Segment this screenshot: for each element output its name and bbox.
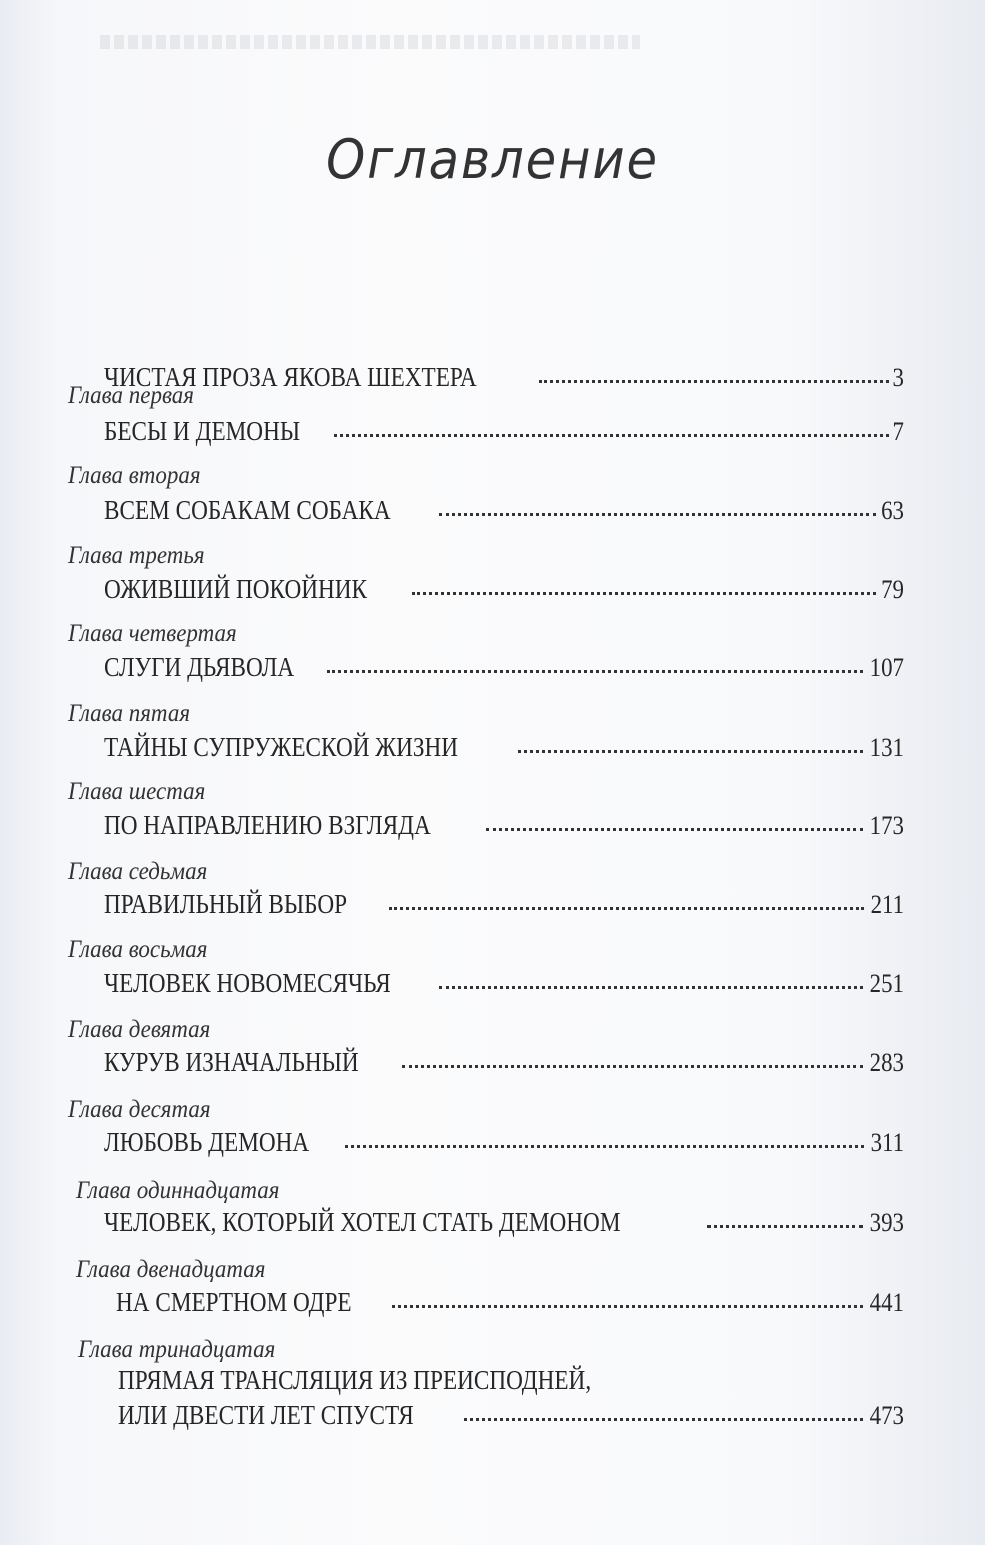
entry-title: ВСЕМ СОБАКАМ СОБАКА: [104, 495, 391, 525]
entry-title: ЧЕЛОВЕК, КОТОРЫЙ ХОТЕЛ СТАТЬ ДЕМОНОМ: [104, 1207, 621, 1237]
entry-title: ПРАВИЛЬНЫЙ ВЫБОР: [104, 889, 348, 919]
leader-dots: [518, 750, 863, 753]
page-number: 251: [869, 969, 904, 998]
entry-title: КУРУВ ИЗНАЧАЛЬНЫЙ: [104, 1047, 359, 1077]
toc-entry-chapter-11[interactable]: [104, 1207, 904, 1238]
page-number: 7: [892, 417, 904, 446]
toc-entry-chapter-1[interactable]: [104, 416, 904, 447]
leader-dots: [334, 434, 889, 437]
toc-entry-chapter-9[interactable]: [104, 1047, 904, 1078]
toc-entry-chapter-13[interactable]: [118, 1400, 904, 1431]
page-number: 393: [869, 1208, 904, 1237]
toc-entry-chapter-8[interactable]: [104, 968, 904, 999]
entry-title: ТАЙНЫ СУПРУЖЕСКОЙ ЖИЗНИ: [104, 732, 459, 762]
leader-dots: [439, 986, 863, 989]
toc-entry-chapter-3[interactable]: [104, 574, 904, 605]
toc-entry-chapter-2[interactable]: [104, 495, 904, 526]
leader-dots: [486, 828, 863, 831]
bleed-through-header: [100, 35, 640, 49]
leader-dots: [389, 907, 864, 910]
leader-dots: [707, 1225, 863, 1228]
leader-dots: [439, 513, 876, 516]
chapter-label: Глава вторая: [68, 462, 201, 489]
chapter-label: Глава десятая: [68, 1096, 211, 1123]
chapter-label: Глава четвертая: [68, 620, 237, 647]
entry-title: ПО НАПРАВЛЕНИЮ ВЗГЛЯДА: [104, 810, 431, 840]
chapter-label: Глава тринадцатая: [78, 1336, 276, 1363]
chapter-label: Глава восьмая: [68, 936, 208, 963]
page-number: 283: [869, 1048, 904, 1077]
chapter-label: Глава одиннадцатая: [76, 1177, 280, 1204]
toc-entry-chapter-4[interactable]: [104, 652, 904, 683]
entry-title: ИЛИ ДВЕСТИ ЛЕТ СПУСТЯ: [118, 1400, 414, 1430]
leader-dots: [327, 670, 863, 673]
leader-dots: [464, 1418, 863, 1421]
entry-title: ЧЕЛОВЕК НОВОМЕСЯЧЬЯ: [104, 968, 391, 998]
entry-title: СЛУГИ ДЬЯВОЛА: [104, 652, 295, 682]
leader-dots: [402, 1065, 863, 1068]
toc-entry-chapter-10[interactable]: [104, 1127, 904, 1158]
toc-entry-chapter-6[interactable]: [104, 810, 904, 841]
leader-dots: [392, 1305, 863, 1308]
toc-entry-chapter-5[interactable]: [104, 732, 904, 763]
chapter-label: Глава седьмая: [68, 858, 208, 885]
page-number: 107: [869, 653, 904, 682]
chapter-label: Глава шестая: [68, 778, 206, 805]
page-title: Оглавление: [326, 128, 659, 191]
page-number: 131: [869, 733, 904, 762]
chapter-label: Глава третья: [68, 542, 205, 569]
toc-entry-foreword[interactable]: [104, 362, 904, 393]
page-number: 441: [869, 1288, 904, 1317]
entry-title-line1: ПРЯМАЯ ТРАНСЛЯЦИЯ ИЗ ПРЕИСПОДНЕЙ,: [118, 1365, 592, 1395]
toc-entry-chapter-7[interactable]: [104, 889, 904, 920]
page-number: 473: [869, 1401, 904, 1430]
chapter-label: Глава двенадцатая: [76, 1256, 266, 1283]
leader-dots: [539, 380, 889, 383]
page-number: 173: [869, 811, 904, 840]
page-number: 211: [870, 890, 904, 919]
leader-dots: [345, 1145, 864, 1148]
entry-title: ЧИСТАЯ ПРОЗА ЯКОВА ШЕХТЕРА: [104, 362, 477, 392]
toc-entry-chapter-12[interactable]: [116, 1287, 904, 1318]
leader-dots: [412, 592, 876, 595]
entry-title: ЛЮБОВЬ ДЕМОНА: [104, 1127, 310, 1157]
entry-title: НА СМЕРТНОМ ОДРЕ: [116, 1287, 352, 1317]
page-number: 311: [870, 1128, 904, 1157]
chapter-label: Глава девятая: [68, 1016, 211, 1043]
entry-title: ОЖИВШИЙ ПОКОЙНИК: [104, 574, 368, 604]
page-number: 3: [892, 363, 904, 392]
entry-title: БЕСЫ И ДЕМОНЫ: [104, 416, 301, 446]
chapter-label: Глава первая: [68, 382, 194, 409]
page-number: 79: [881, 575, 904, 604]
page-number: 63: [881, 496, 904, 525]
chapter-label: Глава пятая: [68, 700, 191, 727]
